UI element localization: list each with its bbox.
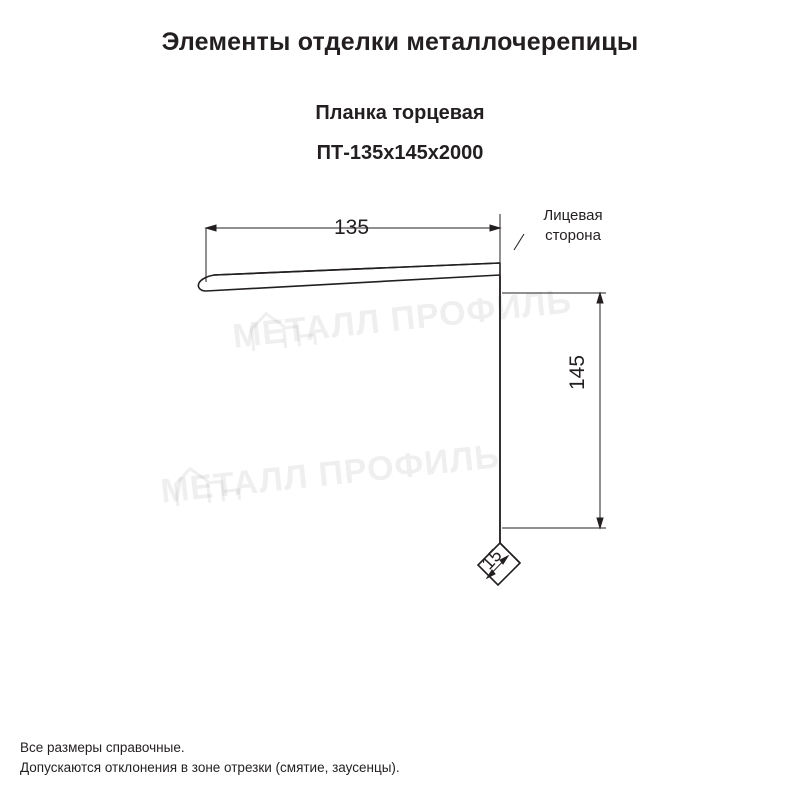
product-name: Планка торцевая	[315, 102, 485, 124]
leader-line-face-side	[514, 234, 524, 250]
profile-bottom-edge-lower	[206, 275, 500, 291]
page-title: Элементы отделки металлочерепицы	[161, 28, 639, 56]
footer-notes	[20, 738, 400, 778]
watermark-text-bottom: МЕТАЛЛ ПРОФИЛЬ	[158, 437, 502, 511]
dim-arrow-135-right	[490, 225, 500, 231]
watermark-text-top: МЕТАЛЛ ПРОФИЛЬ	[230, 282, 574, 356]
dimension-label-15: 15	[477, 545, 506, 574]
dim-arrow-135-left	[206, 225, 216, 231]
dimension-label-135: 135	[334, 216, 370, 239]
footer-line-1: Все размеры справочные.	[20, 740, 185, 755]
profile-top-edge-upper	[214, 263, 500, 275]
product-code: ПТ-135x145x2000	[316, 142, 484, 164]
dim-arrow-145-bottom	[597, 518, 603, 528]
dimension-label-145: 145	[566, 354, 589, 390]
face-side-label-line1: Лицевая	[543, 207, 603, 224]
footer-line-2: Допускаются отклонения в зоне отрезки (смятие, заусенцы).	[20, 760, 400, 775]
face-side-label	[524, 206, 622, 246]
face-side-label-line2: сторона	[545, 227, 601, 244]
dim-arrow-145-top	[597, 293, 603, 303]
